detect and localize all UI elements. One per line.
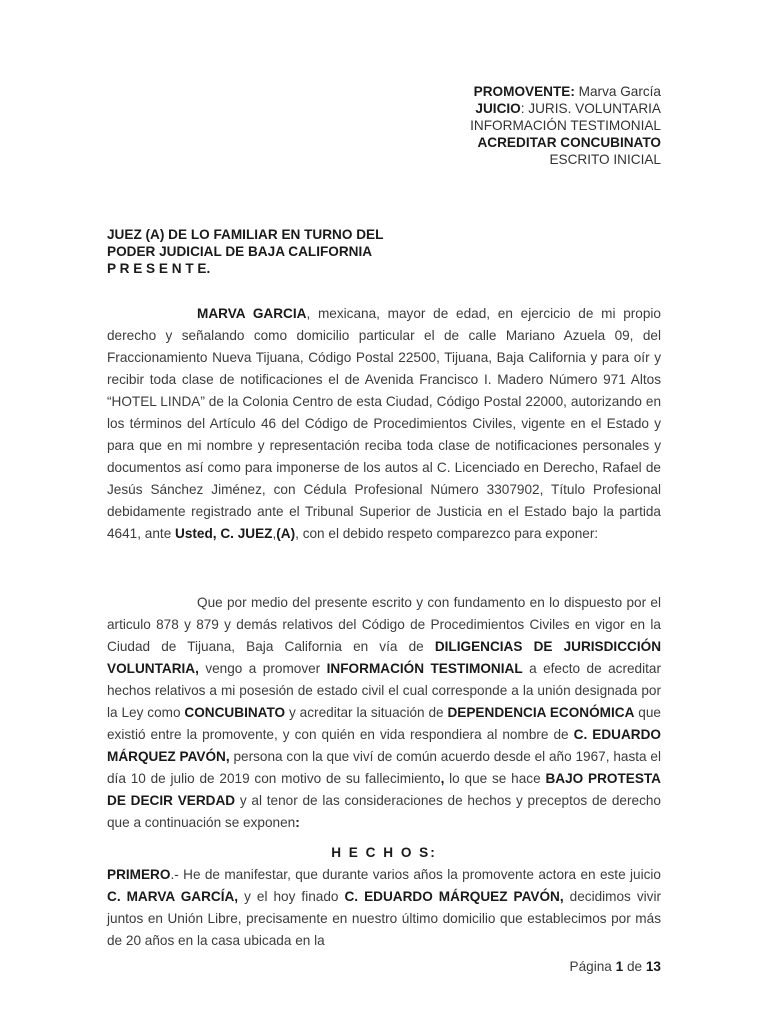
paragraph-primero: PRIMERO.- He de manifestar, que durante varios años la promovente actora en este juicio C. MARVA GARCÍA, y el hoy finado C. EDUARDO MÁRQUEZ PAVÓN, decidimos vivir juntos en Unión Libre, precisamente en nuestro último domicilio que establecimos por más de 20 años en la casa ubicada en la: [107, 867, 662, 948]
addressee-line-3: P R E S E N T E.: [107, 261, 211, 276]
addressee-line-2: PODER JUDICIAL DE BAJA CALIFORNIA: [107, 244, 373, 259]
current-page: 1: [615, 959, 624, 974]
juicio-line: [470, 100, 661, 117]
promovente-label: PROMOVENTE:: [473, 84, 575, 99]
page-number-footer: Página 1 de 13: [569, 959, 661, 974]
promovente-name: MARVA GARCIA: [197, 306, 307, 321]
page-label: Página: [569, 959, 616, 974]
juicio-label: JUICIO: [475, 101, 521, 116]
paragraph-intro: MARVA GARCIA, mexicana, mayor de edad, en ejercicio de mi propio derecho y señalando como domicilio particular el de calle Mariano Azuela 09, del Fraccionamiento Nueva Tijuana, Código Postal 22500, Tijuana, Baja California y para oír y recibir toda clase de notificaciones el de Avenida Francisco I. Madero Número 971 Altos “HOTEL LINDA” de la Colonia Centro de esta Ciudad, Código Postal 22000, autorizando en los términos del Artículo 46 del Código de Procedimientos Civiles, vigente en el Estado y para que en mi nombre y representación reciba toda clase de notificaciones personales y documentos así como para imponerse de los autos al C. Licenciado en Derecho, Rafael de Jesús Sánchez Jiménez, con Cédula Profesional Número 3307902, Título Profesional debidamente registrado ante el Tribunal Superior de Justicia en el Estado bajo la partida 4641, ante Usted, C. JUEZ,(A), con el debido respeto comparezco para exponer:: [107, 306, 661, 541]
header-line-4: ACREDITAR CONCUBINATO: [477, 135, 661, 150]
total-pages: 13: [645, 959, 661, 974]
addressee-line-1: JUEZ (A) DE LO FAMILIAR EN TURNO DEL: [107, 227, 384, 242]
promovente-line: [470, 83, 661, 100]
paragraph-petition: Que por medio del presente escrito y con fundamento en lo dispuesto por el articulo 878 y 879 y demás relativos del Código de Procedimientos Civiles en vigor en la Ciudad de Tijuana, Baja California en vía de DILIGENCIAS DE JURISDICCIÓN VOLUNTARIA, vengo a promover INFORMACIÓN TESTIMONIAL a efecto de acreditar hechos relativos a mi posesión de estado civil el cual corresponde a la unión designada por la Ley como CONCUBINATO y acreditar la situación de DEPENDENCIA ECONÓMICA que existió entre la promovente, y con quién en vida respondiera al nombre de C. EDUARDO MÁRQUEZ PAVÓN, persona con la que viví de común acuerdo desde el año 1967, hasta el día 10 de julio de 2019 con motivo de su fallecimiento, lo que se hace BAJO PROTESTA DE DECIR VERDAD y al tenor de las consideraciones de hechos y preceptos de derecho que a continuación se exponen:: [107, 595, 662, 830]
case-header: [470, 83, 661, 168]
section-title-hechos: H E C H O S:: [331, 845, 437, 860]
addressee-block: [107, 226, 383, 277]
juicio-value: : JURIS. VOLUNTARIA: [520, 101, 661, 116]
header-line-3: INFORMACIÓN TESTIMONIAL: [470, 118, 661, 133]
header-line-5: ESCRITO INICIAL: [549, 152, 661, 167]
judge-reference: Usted, C. JUEZ: [175, 526, 273, 541]
promovente-value: Marva García: [574, 84, 661, 99]
